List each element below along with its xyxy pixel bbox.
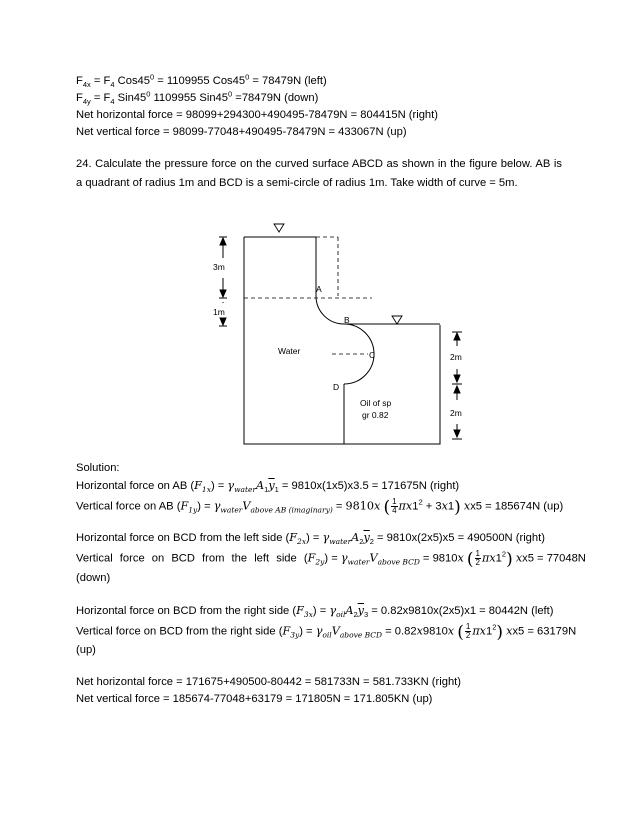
right-surface-marker-icon (392, 316, 402, 324)
intro-net-horizontal: Net horizontal force = 98099+294300+490495-78479N = 804415N (right) (76, 109, 438, 121)
dim-2m-top: 2m (450, 352, 462, 362)
solution-line-4-cont: (down) (76, 572, 111, 584)
solution-line-3: Horizontal force on BCD from the left side $(F_{2x}) = \gamma_{water}A_2\overline{y}_2 = 9810x(2x5)x5 = 490500N$ (right) (76, 531, 545, 547)
intro-f4x: $F_{4x} = F_4$ $Cos45^0 = 1109955$ $Cos45^0 = 78479N$ (left) (76, 72, 327, 90)
solution-line-4: Vertical force on BCD from the left side $(F_{2y}) = \gamma_{water}V_{above BCD} = 9810x$ ( $\frac{1}{2}$ $\pi x1^2$) xx5 = 77048N (76, 549, 586, 570)
solution-net-horizontal: Net horizontal force = 171675+490500-80442 = 581733N = 581.733KN (right) (76, 676, 462, 688)
point-c-label: C (369, 350, 376, 360)
water-label: Water (278, 346, 301, 356)
point-d-label: D (333, 382, 340, 392)
tank-outline (244, 237, 440, 444)
oil-label-2: gr 0.82 (362, 410, 389, 420)
solution-line-6: Vertical force on BCD from the right side $(F_{3y}) = \gamma_{oil}V_{above BCD} = 0.82x9810x$ ( $\frac{1}{2}$ $\pi x1^2$) xx5 = 63179N (76, 622, 577, 643)
point-b-label: B (344, 315, 350, 325)
question-text: 24. Calculate the pressure force on the curved surface ABCD as shown in the figure below. AB is a quadrant of radius 1m and BCD is a semi-circle of radius 1m. Take width of curve = 5m. (76, 158, 562, 189)
dim-1m: 1m (213, 307, 225, 317)
solution-line-1: Horizontal force on AB $(F_{1x}) = \gamma_{water}A_1\overline{y}_1 = 9810x(1x5)x3.5 = 171675N$ (right) (76, 479, 460, 495)
intro-net-vertical: Net vertical force = 98099-77048+490495-78479N = 433067N (up) (76, 126, 407, 138)
intro-f4y: $F_{4y} = F_4$ $Sin45^0$ 1109955 $Sin45^0 =78479N$ (down) (76, 89, 319, 107)
oil-label-1: Oil of sp (360, 398, 392, 408)
solution-line-6-cont: (up) (76, 644, 96, 656)
dim-3m: 3m (213, 262, 225, 272)
quadrant-ab (316, 296, 344, 324)
left-surface-marker-icon (274, 224, 284, 232)
solution-heading: Solution: (76, 462, 120, 474)
solution-net-vertical: Net vertical force = 185674-77048+63179 = 171805N = 171.805KN (up) (76, 693, 433, 705)
point-a-label: A (316, 284, 322, 294)
solution-line-5: Horizontal force on BCD from the right side $(F_{3x}) = \gamma_{oil}A_2\overline{y}_3 = 0.82x9810x(2x5)x1 = 80442N$ (left) (76, 604, 554, 620)
dim-2m-bottom: 2m (450, 408, 462, 418)
solution-line-2: Vertical force on AB $(F_{1y}) = \gamma_{water}V_{above AB (imaginary)} = 9810x$ ( $\frac{1}{4}$ $\pi x1^2 + 3x1$) xx5 = 185674N (up) (76, 497, 564, 518)
